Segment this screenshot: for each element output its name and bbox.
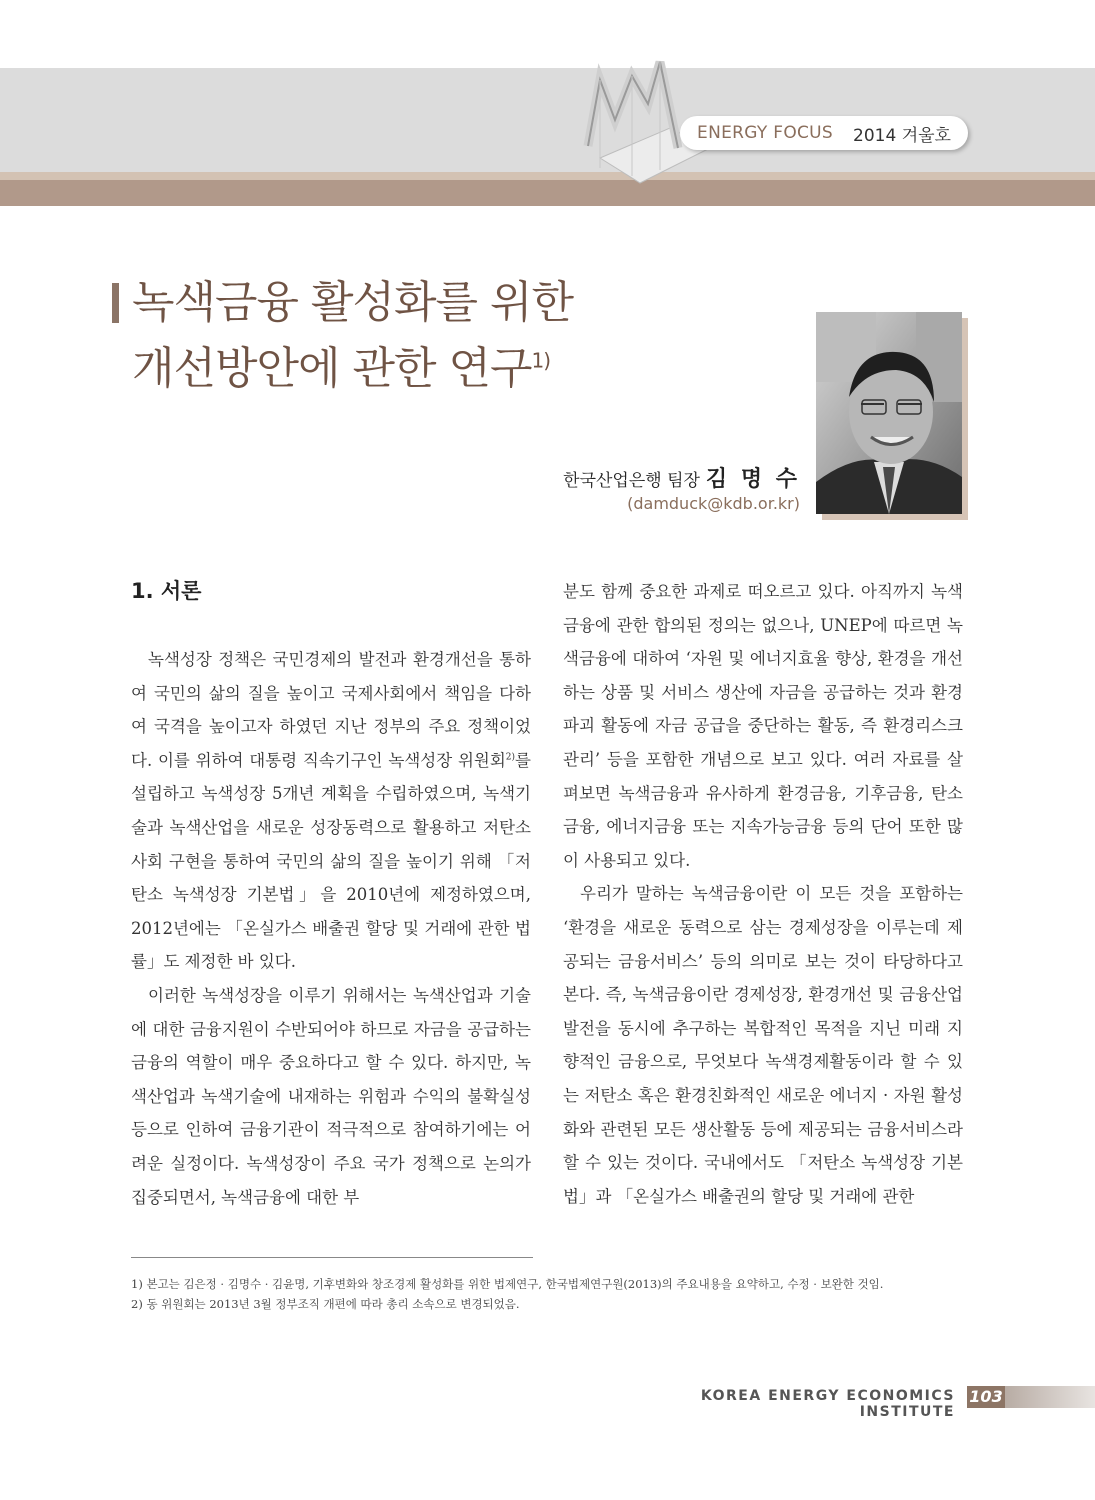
page-number: 103 bbox=[967, 1386, 1005, 1408]
author-name: 김 명 수 bbox=[705, 467, 800, 492]
footnote: 1) 본고는 김은정 · 김명수 · 김윤명, 기후변화와 창조경제 활성화를 위한 법제연구, 한국법제연구원(2013)의 주요내용을 요약하고, 수정 · 보완한 것임. bbox=[131, 1277, 884, 1291]
author-affiliation: 한국산업은행 팀장 bbox=[563, 471, 700, 491]
author-photo bbox=[816, 312, 962, 514]
footnote: 2) 동 위원회는 2013년 3월 정부조직 개편에 따라 총리 소속으로 변경되었음. bbox=[131, 1297, 520, 1311]
body-column-right bbox=[563, 575, 963, 1213]
paragraph-text: 를 설립하고 녹색성장 5개년 계획을 수립하였으며, 녹색기술과 녹색산업을 새로운 성장동력으로 활용하고 저탄소사회 구현을 통하여 국민의 삶의 질을 높이기 위해 「저탄소 녹색성장 기본법」을 2010년에 제정하였으며, 2012년에는 「온실가스 배출권 할당 및 거래에 관한 법률」도 제정한 바 있다. bbox=[131, 750, 531, 972]
issue-badge bbox=[680, 116, 968, 150]
paragraph-text: 녹색성장 정책은 국민경제의 발전과 환경개선을 통하여 국민의 삶의 질을 높이고 국제사회에서 책임을 다하여 국격을 높이고자 하였던 지난 정부의 주요 정책이었다. 이를 위하여 대통령 직속기구인 녹색성장 위원회 bbox=[131, 650, 531, 770]
body-column-left bbox=[131, 643, 531, 1214]
paragraph: 우리가 말하는 녹색금융이란 이 모든 것을 포함하는 ‘환경을 새로운 동력으로 삼는 경제성장을 이루는데 제공되는 금융서비스’ 등의 의미로 보는 것이 타당하다고 본다. 즉, 녹색금융이란 경제성장, 환경개선 및 금융산업 발전을 동시에 추구하는 복합적인 목적을 지닌 미래 지향적인 금융으로, 무엇보다 녹색경제활동이라 할 수 있는 저탄소 혹은 환경친화적인 새로운 에너지 · 자원 활성화와 관련된 모든 생산활동 등에 제공되는 금융서비스라 할 수 있는 것이다. 국내에서도 「저탄소 녹색성장 기본법」과 「온실가스 배출권의 할당 및 거래에 관한 bbox=[563, 884, 963, 1206]
article-title bbox=[132, 270, 692, 402]
title-marker bbox=[112, 283, 119, 323]
header-stripe-accent bbox=[0, 180, 1095, 206]
title-line-2-text: 개선방안에 관한 연구 bbox=[132, 343, 532, 394]
magazine-brand: ENERGY FOCUS bbox=[697, 123, 834, 143]
issue-label: 2014 겨울호 bbox=[853, 125, 951, 146]
header-stripe bbox=[0, 172, 1095, 180]
author-email: (damduck@kdb.or.kr) bbox=[627, 494, 800, 513]
title-line-1: 녹색금융 활성화를 위한 bbox=[132, 277, 574, 328]
footnote-ref: 2) bbox=[505, 752, 516, 763]
footer-bar bbox=[1005, 1386, 1095, 1408]
title-line-2 bbox=[132, 336, 692, 402]
paragraph: 분도 함께 중요한 과제로 떠오르고 있다. 아직까지 녹색금융에 관한 합의된 정의는 없으나, UNEP에 따르면 녹색금융에 대하여 ‘자원 및 에너지효율 향상, 환경을 개선하는 상품 및 서비스 생산에 자금을 공급하는 것과 환경파괴 활동에 자금 공급을 중단하는 활동, 즉 환경리스크 관리’ 등을 포함한 개념으로 보고 있다. 여러 자료를 살펴보면 녹색금융과 유사하게 환경금융, 기후금융, 탄소금융, 에너지금융 또는 지속가능금융 등의 단어 또한 많이 사용되고 있다. bbox=[563, 582, 963, 870]
paragraph: 이러한 녹색성장을 이루기 위해서는 녹색산업과 기술에 대한 금융지원이 수반되어야 하므로 자금을 공급하는 금융의 역할이 매우 중요하다고 할 수 있다. 하지만, 녹색산업과 녹색기술에 내재하는 위험과 수익의 불확실성 등으로 인하여 금융기관이 적극적으로 참여하기에는 어려운 실정이다. 녹색성장이 주요 국가 정책으로 논의가 집중되면서, 녹색금융에 대한 부 bbox=[131, 985, 531, 1207]
paragraph bbox=[131, 643, 531, 979]
author-byline bbox=[430, 462, 800, 493]
section-heading: 1. 서론 bbox=[131, 579, 202, 603]
footer-institute: KOREA ENERGY ECONOMICS INSTITUTE bbox=[700, 1388, 955, 1420]
portrait-icon bbox=[816, 312, 962, 514]
title-footnote-ref: 1) bbox=[531, 348, 551, 373]
footnote-divider bbox=[131, 1257, 533, 1258]
